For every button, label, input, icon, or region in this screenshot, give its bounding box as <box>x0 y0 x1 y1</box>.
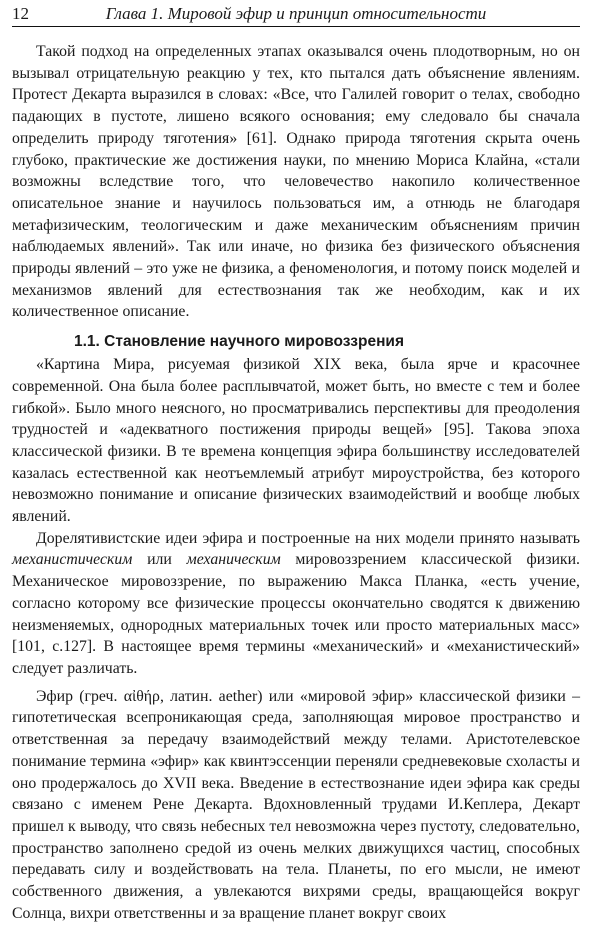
running-header <box>12 4 580 27</box>
paragraph-text-segment: Дорелятивистские идеи эфира и построенные на них модели принято называть <box>36 529 580 547</box>
paragraph-text-segment: мировоззрением классической физики. Механическое мировоззрение, по выражению Макса Планка, «есть учение, согласно которому все физические процессы окончательно сводятся к движению неизменяемых, однородных материальных точек или просто материальных масс» [101, с.127]. В настоящее время термины «механический» и «механистический» следует различать. <box>12 551 580 677</box>
section-heading: 1.1. Становление научного мировоззрения <box>74 333 405 351</box>
paragraph-ether-definition: Эфир (греч. αἰθήρ, латин. aether) или «мировой эфир» классической физики – гипотетическая всепроникающая среда, заполняющая мировое пространство и ответственная за передачу взаимодействий между телами. Аристотелевское понимание термина «эфир» как квинтэссенции переняли средневековые схоласты и оно продержалось до XVII века. Введение в естествознание идеи эфира как среды связано с именем Рене Декарта. Вдохновленный трудами И.Кеплера, Декарт пришел к выводу, что связь небесных тел невозможна через пустоту, следовательно, пространство заполнено средой из очень мелких движущихся частиц, способных передавать силу и воздействовать на тела. Планеты, по его мысли, не имеют собственного движения, а увлекаются вихрями среды, вращающейся вокруг Солнца, вихри ответственны и за вращение планет вокруг своих <box>12 687 580 922</box>
paragraph-text-segment: или <box>132 551 187 569</box>
paragraph-mechanistic-worldview <box>12 528 580 680</box>
emphasis-mechanical: механическим <box>186 551 281 569</box>
page-number: 12 <box>12 4 29 23</box>
emphasis-mechanistic: механистическим <box>12 551 133 569</box>
running-title: Глава 1. Мировой эфир и принцип относительности <box>105 4 487 23</box>
paragraph-picture-of-world: «Картина Мира, рисуемая физикой XIX века, была ярче и красочнее современной. Она была более расплывчатой, может быть, но вместе с тем и более гибкой». Было много неясного, но просматривались перспективы для преодоления трудностей и «адекватного постижения природы вещей» [95]. Такова эпоха классической физики. В те времена концепция эфира большинству исследователей казалась естественной как неотъемлемый атрибут мироустройства, без которого невозможно понимание и описание физических взаимодействий и вообще любых явлений. <box>12 356 580 526</box>
body-text <box>12 41 580 924</box>
paragraph-intro: Такой подход на определенных этапах оказывался очень плодотворным, но он вызывал отрицательную реакцию у тех, кто пытался дать объяснение явлениям. Протест Декарта выразился в словах: «Все, что Галилей говорит о телах, свободно падающих в пустоте, лишено всякого основания; ему следовало бы сначала определить природу тяготения» [61]. Однако природа тяготения скрыта очень глубоко, практические же достижения науки, по мнению Мориса Клайна, «стали возможны вследствие того, что человечество накопило количественное описательное знание и научилось пользоваться им, а отнюдь не благодаря метафизическим, теологическим и даже механическим объяснениям причин наблюдаемых явлений». Так или иначе, но физика без физического объяснения природы явлений – это уже не физика, а феноменология, и потому поиск моделей и механизмов явлений для естествознания так же необходим, как и их количественное описание. <box>12 43 580 321</box>
